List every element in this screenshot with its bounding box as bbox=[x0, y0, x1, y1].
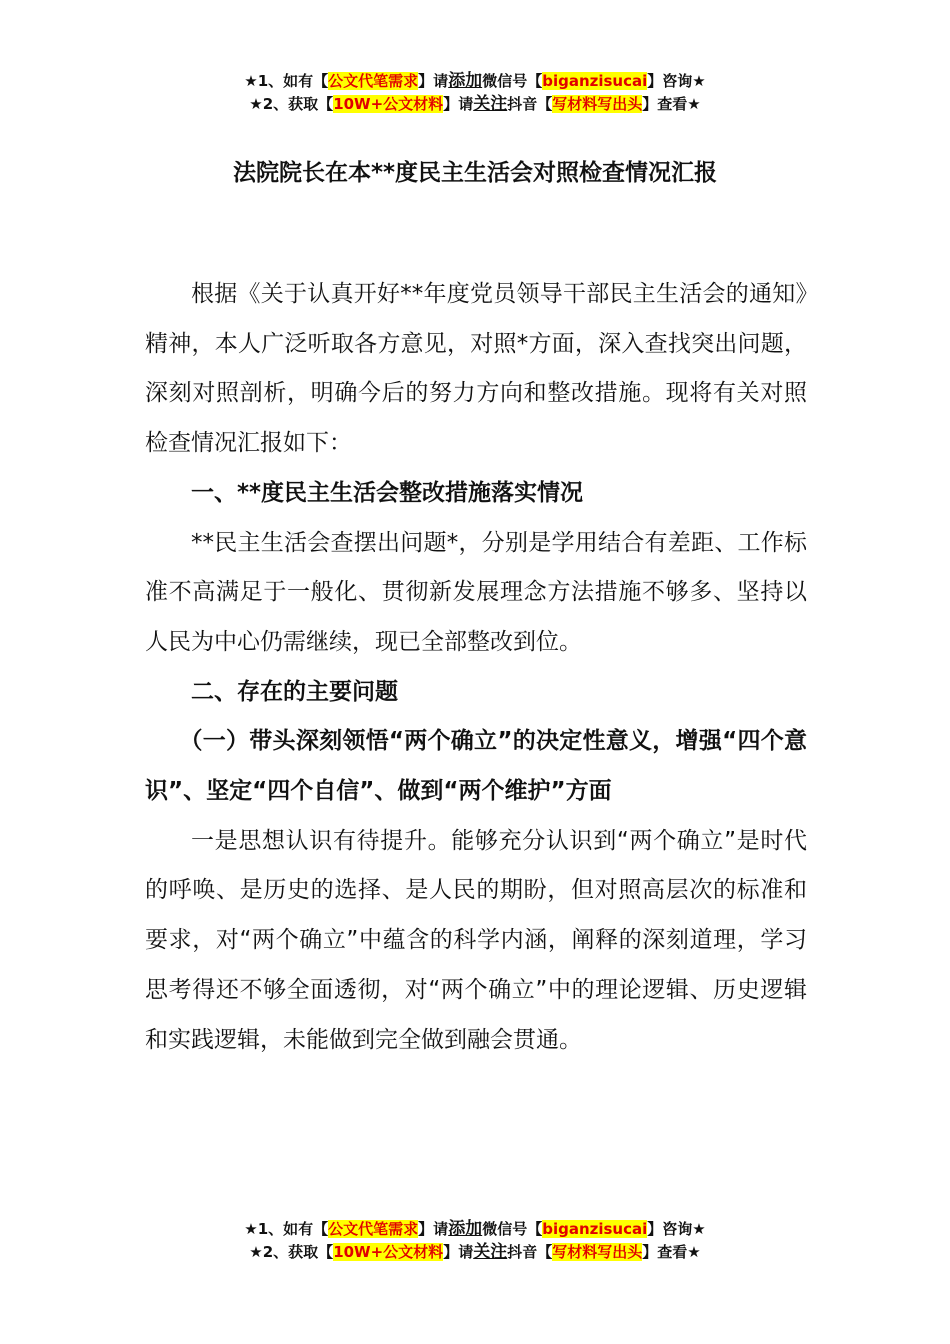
banner-text: 】咨询★ bbox=[647, 72, 706, 90]
banner-emphasis: 关注 bbox=[473, 1242, 508, 1262]
banner-highlight-materials: 10W+公文材料 bbox=[333, 1243, 444, 1261]
section-heading-1: 一、**度民主生活会整改措施落实情况 bbox=[191, 479, 584, 506]
banner-text: 】咨询★ bbox=[647, 1220, 706, 1238]
document-title: 法院院长在本**度民主生活会对照检查情况汇报 bbox=[232, 160, 718, 186]
banner-text: ★2、获取【 bbox=[249, 95, 334, 113]
banner-text: ★1、如有【 bbox=[244, 1220, 329, 1238]
banner-line-1 bbox=[0, 70, 950, 93]
banner-text: 微信号【 bbox=[482, 1220, 543, 1238]
banner-line-2 bbox=[0, 1241, 950, 1264]
paragraph-problem-1: 一是思想认识有待提升。能够充分认识到“两个确立”是时代的呼唤、是历史的选择、是人民的期盼，但对照高层次的标准和要求，对“两个确立”中蕴含的科学内涵，阐释的深刻道理，学习思考得还不够全面透彻，对“两个确立”中的理论逻辑、历史逻辑和实践逻辑，未能做到完全做到融会贯通。 bbox=[145, 827, 807, 1053]
section-heading-2: 二、存在的主要问题 bbox=[191, 678, 398, 705]
banner-line-2 bbox=[0, 93, 950, 116]
header-banner bbox=[0, 70, 950, 116]
banner-text: 】请 bbox=[443, 95, 474, 113]
banner-text: 】请 bbox=[418, 72, 449, 90]
banner-text: 】查看★ bbox=[642, 95, 701, 113]
banner-text: 】请 bbox=[443, 1243, 474, 1261]
subsection-heading-1: （一）带头深刻领悟“两个确立”的决定性意义，增强“四个意识”、坚定“四个自信”、做到“两个维护”方面 bbox=[145, 728, 807, 805]
banner-text: 】请 bbox=[418, 1220, 449, 1238]
document-body bbox=[145, 270, 807, 1065]
banner-text: ★2、获取【 bbox=[249, 1243, 334, 1261]
paragraph-intro: 根据《关于认真开好**年度党员领导干部民主生活会的通知》精神，本人广泛听取各方意见，对照*方面，深入查找突出问题，深刻对照剖析，明确今后的努力方向和整改措施。现将有关对照检查情况汇报如下： bbox=[145, 281, 807, 457]
banner-text: 抖音【 bbox=[507, 95, 553, 113]
banner-text: ★1、如有【 bbox=[244, 72, 329, 90]
banner-highlight-wechat: biganzisucai bbox=[542, 1220, 648, 1238]
banner-emphasis: 添加 bbox=[448, 1219, 483, 1239]
banner-line-1 bbox=[0, 1218, 950, 1241]
banner-text: 抖音【 bbox=[507, 1243, 553, 1261]
banner-highlight-materials: 10W+公文材料 bbox=[333, 95, 444, 113]
banner-emphasis: 添加 bbox=[448, 71, 483, 91]
banner-highlight-service: 公文代笔需求 bbox=[328, 1220, 419, 1238]
banner-emphasis: 关注 bbox=[473, 94, 508, 114]
banner-highlight-service: 公文代笔需求 bbox=[328, 72, 419, 90]
banner-highlight-wechat: biganzisucai bbox=[542, 72, 648, 90]
banner-text: 微信号【 bbox=[482, 72, 543, 90]
paragraph-rectification: **民主生活会查摆出问题*，分别是学用结合有差距、工作标准不高满足于一般化、贯彻新发展理念方法措施不够多、坚持以人民为中心仍需继续，现已全部整改到位。 bbox=[145, 529, 807, 655]
banner-text: 】查看★ bbox=[642, 1243, 701, 1261]
footer-banner bbox=[0, 1218, 950, 1264]
banner-highlight-douyin: 写材料写出头 bbox=[552, 95, 643, 113]
banner-highlight-douyin: 写材料写出头 bbox=[552, 1243, 643, 1261]
